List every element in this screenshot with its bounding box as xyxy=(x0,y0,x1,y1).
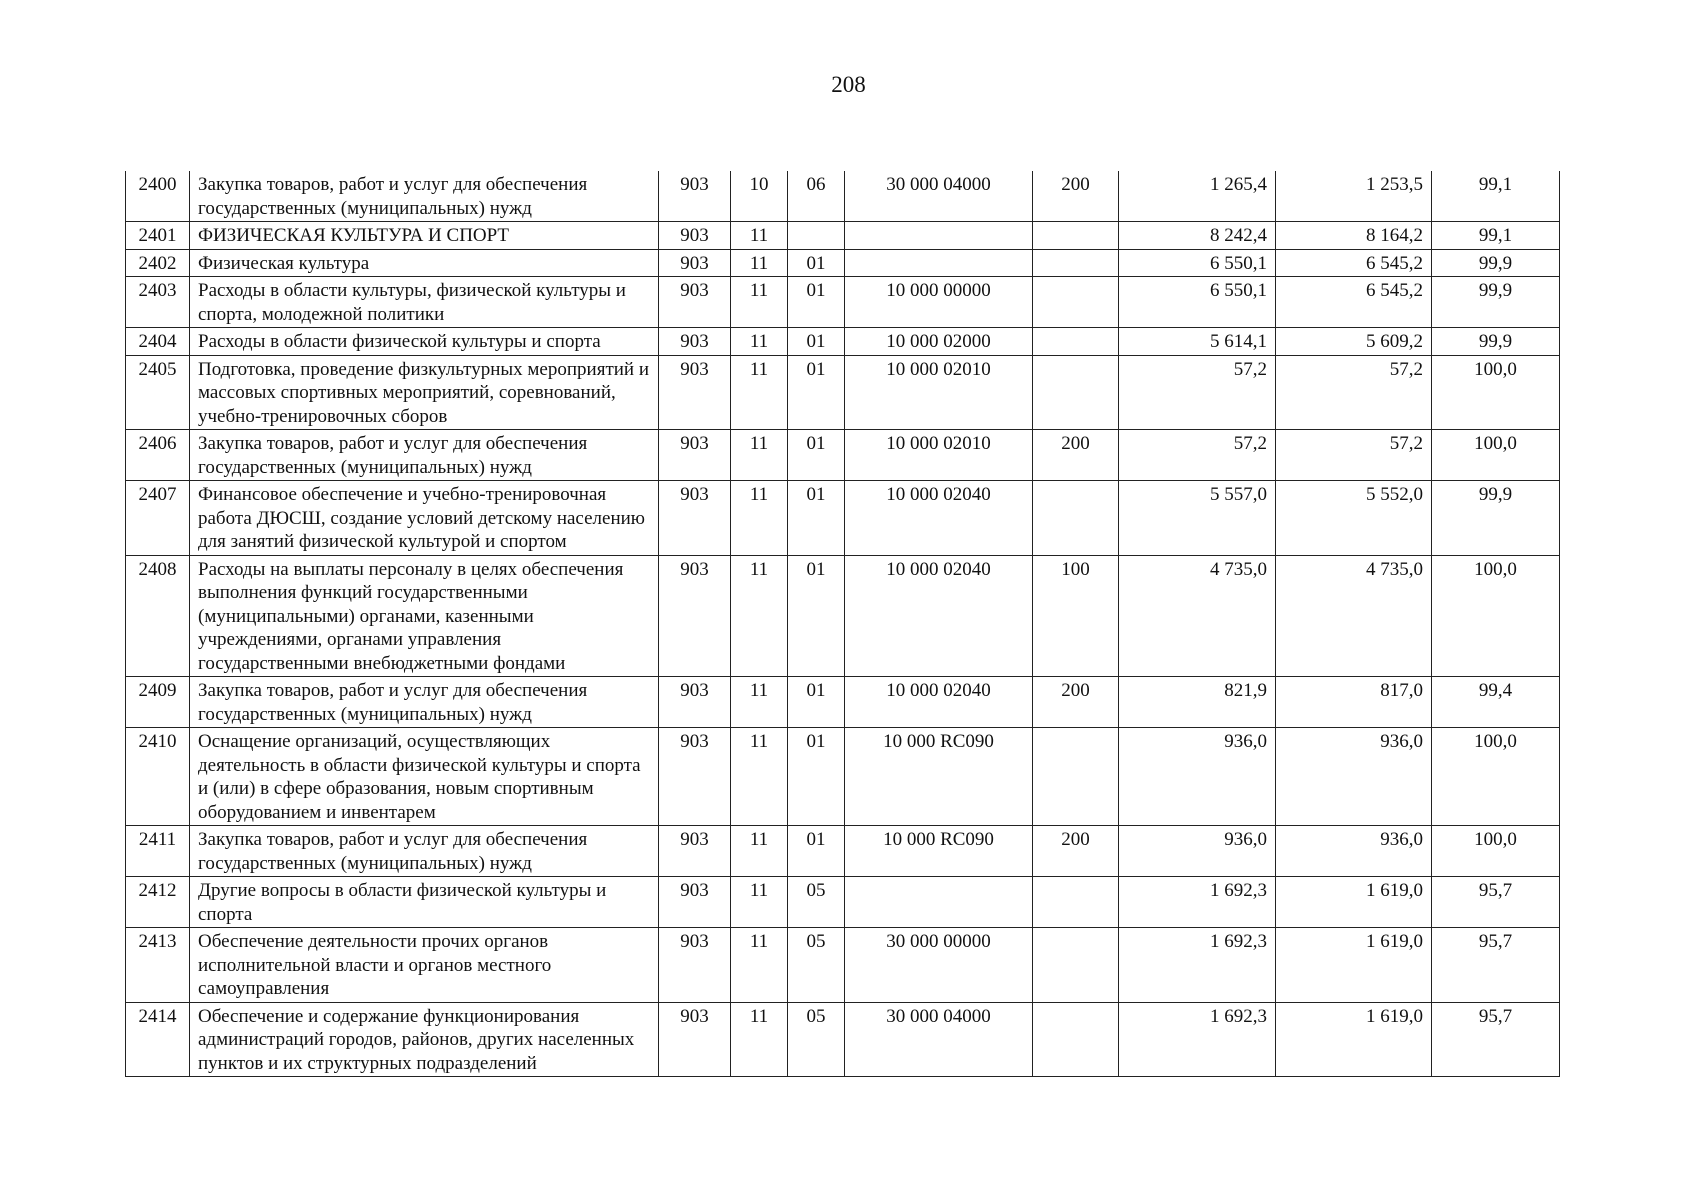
planned-amount-cell: 5 557,0 xyxy=(1119,481,1276,556)
grbs-code-cell: 903 xyxy=(659,430,731,481)
table-row xyxy=(126,481,1560,556)
grbs-code-cell: 903 xyxy=(659,728,731,826)
table-row xyxy=(126,826,1560,877)
section-code-cell: 11 xyxy=(731,355,788,430)
expense-name-cell: Расходы на выплаты персоналу в целях обеспечения выполнения функций государственными (муниципальными) органами, казенными учреждениями, органами управления государственными внебюджетными фондами xyxy=(190,555,659,677)
section-code-cell: 11 xyxy=(731,877,788,928)
expense-name-cell: Расходы в области культуры, физической культуры и спорта, молодежной политики xyxy=(190,277,659,328)
expense-name-cell: Закупка товаров, работ и услуг для обеспечения государственных (муниципальных) нужд xyxy=(190,171,659,222)
subsection-code-cell: 01 xyxy=(788,430,845,481)
grbs-code-cell: 903 xyxy=(659,355,731,430)
expense-type-cell xyxy=(1033,877,1119,928)
expense-name-cell: Финансовое обеспечение и учебно-тренировочная работа ДЮСШ, создание условий детскому населению для занятий физической культурой и спортом xyxy=(190,481,659,556)
executed-amount-cell: 57,2 xyxy=(1276,430,1432,481)
target-article-cell: 10 000 02040 xyxy=(845,481,1033,556)
subsection-code-cell: 01 xyxy=(788,826,845,877)
table-row xyxy=(126,277,1560,328)
subsection-code-cell: 01 xyxy=(788,249,845,277)
grbs-code-cell: 903 xyxy=(659,222,731,250)
subsection-code-cell: 06 xyxy=(788,171,845,222)
row-number-cell: 2408 xyxy=(126,555,190,677)
row-number-cell: 2414 xyxy=(126,1002,190,1077)
execution-percent-cell: 99,9 xyxy=(1432,481,1560,556)
target-article-cell: 10 000 RC090 xyxy=(845,728,1033,826)
executed-amount-cell: 936,0 xyxy=(1276,728,1432,826)
planned-amount-cell: 4 735,0 xyxy=(1119,555,1276,677)
executed-amount-cell: 6 545,2 xyxy=(1276,277,1432,328)
row-number-cell: 2411 xyxy=(126,826,190,877)
grbs-code-cell: 903 xyxy=(659,171,731,222)
expense-type-cell: 200 xyxy=(1033,430,1119,481)
row-number-cell: 2410 xyxy=(126,728,190,826)
execution-percent-cell: 95,7 xyxy=(1432,877,1560,928)
row-number-cell: 2409 xyxy=(126,677,190,728)
table-row xyxy=(126,222,1560,250)
expense-type-cell xyxy=(1033,249,1119,277)
subsection-code-cell: 01 xyxy=(788,677,845,728)
execution-percent-cell: 99,4 xyxy=(1432,677,1560,728)
table-row xyxy=(126,728,1560,826)
expense-type-cell: 100 xyxy=(1033,555,1119,677)
execution-percent-cell: 100,0 xyxy=(1432,826,1560,877)
expense-type-cell xyxy=(1033,328,1119,356)
grbs-code-cell: 903 xyxy=(659,249,731,277)
table-row xyxy=(126,249,1560,277)
executed-amount-cell: 817,0 xyxy=(1276,677,1432,728)
grbs-code-cell: 903 xyxy=(659,555,731,677)
section-code-cell: 11 xyxy=(731,555,788,677)
planned-amount-cell: 8 242,4 xyxy=(1119,222,1276,250)
table-row xyxy=(126,555,1560,677)
execution-percent-cell: 95,7 xyxy=(1432,928,1560,1003)
grbs-code-cell: 903 xyxy=(659,277,731,328)
execution-percent-cell: 100,0 xyxy=(1432,430,1560,481)
expense-type-cell xyxy=(1033,928,1119,1003)
section-code-cell: 11 xyxy=(731,430,788,481)
target-article-cell: 10 000 RC090 xyxy=(845,826,1033,877)
expense-type-cell: 200 xyxy=(1033,677,1119,728)
table-row xyxy=(126,430,1560,481)
expense-name-cell: Другие вопросы в области физической культуры и спорта xyxy=(190,877,659,928)
executed-amount-cell: 57,2 xyxy=(1276,355,1432,430)
execution-percent-cell: 95,7 xyxy=(1432,1002,1560,1077)
expense-type-cell xyxy=(1033,728,1119,826)
expense-name-cell: Закупка товаров, работ и услуг для обеспечения государственных (муниципальных) нужд xyxy=(190,430,659,481)
planned-amount-cell: 821,9 xyxy=(1119,677,1276,728)
expense-type-cell xyxy=(1033,355,1119,430)
row-number-cell: 2412 xyxy=(126,877,190,928)
executed-amount-cell: 8 164,2 xyxy=(1276,222,1432,250)
expense-name-cell: Закупка товаров, работ и услуг для обеспечения государственных (муниципальных) нужд xyxy=(190,677,659,728)
row-number-cell: 2404 xyxy=(126,328,190,356)
planned-amount-cell: 5 614,1 xyxy=(1119,328,1276,356)
expense-type-cell xyxy=(1033,222,1119,250)
table-row xyxy=(126,328,1560,356)
table-row xyxy=(126,877,1560,928)
row-number-cell: 2402 xyxy=(126,249,190,277)
table-body xyxy=(126,171,1560,1077)
executed-amount-cell: 936,0 xyxy=(1276,826,1432,877)
section-code-cell: 11 xyxy=(731,277,788,328)
page-number: 208 xyxy=(831,72,866,97)
target-article-cell xyxy=(845,249,1033,277)
target-article-cell: 10 000 02000 xyxy=(845,328,1033,356)
executed-amount-cell: 5 552,0 xyxy=(1276,481,1432,556)
section-code-cell: 11 xyxy=(731,481,788,556)
target-article-cell: 10 000 02040 xyxy=(845,555,1033,677)
expense-name-cell: Обеспечение деятельности прочих органов исполнительной власти и органов местного самоуправления xyxy=(190,928,659,1003)
subsection-code-cell: 01 xyxy=(788,728,845,826)
expense-type-cell xyxy=(1033,277,1119,328)
expense-name-cell: ФИЗИЧЕСКАЯ КУЛЬТУРА И СПОРТ xyxy=(190,222,659,250)
subsection-code-cell: 01 xyxy=(788,481,845,556)
section-code-cell: 10 xyxy=(731,171,788,222)
section-code-cell: 11 xyxy=(731,728,788,826)
grbs-code-cell: 903 xyxy=(659,481,731,556)
table-row xyxy=(126,677,1560,728)
subsection-code-cell: 05 xyxy=(788,1002,845,1077)
row-number-cell: 2400 xyxy=(126,171,190,222)
row-number-cell: 2406 xyxy=(126,430,190,481)
expense-name-cell: Обеспечение и содержание функционирования администраций городов, районов, других населенных пунктов и их структурных подразделений xyxy=(190,1002,659,1077)
grbs-code-cell: 903 xyxy=(659,328,731,356)
planned-amount-cell: 936,0 xyxy=(1119,826,1276,877)
planned-amount-cell: 1 692,3 xyxy=(1119,928,1276,1003)
row-number-cell: 2401 xyxy=(126,222,190,250)
expense-name-cell: Расходы в области физической культуры и спорта xyxy=(190,328,659,356)
row-number-cell: 2405 xyxy=(126,355,190,430)
row-number-cell: 2413 xyxy=(126,928,190,1003)
target-article-cell: 10 000 02010 xyxy=(845,430,1033,481)
section-code-cell: 11 xyxy=(731,222,788,250)
subsection-code-cell: 05 xyxy=(788,928,845,1003)
target-article-cell xyxy=(845,222,1033,250)
subsection-code-cell: 01 xyxy=(788,277,845,328)
executed-amount-cell: 1 619,0 xyxy=(1276,1002,1432,1077)
section-code-cell: 11 xyxy=(731,928,788,1003)
subsection-code-cell: 01 xyxy=(788,355,845,430)
execution-percent-cell: 100,0 xyxy=(1432,355,1560,430)
row-number-cell: 2407 xyxy=(126,481,190,556)
target-article-cell: 30 000 04000 xyxy=(845,171,1033,222)
target-article-cell xyxy=(845,877,1033,928)
section-code-cell: 11 xyxy=(731,1002,788,1077)
executed-amount-cell: 1 619,0 xyxy=(1276,928,1432,1003)
expense-name-cell: Физическая культура xyxy=(190,249,659,277)
expense-name-cell: Закупка товаров, работ и услуг для обеспечения государственных (муниципальных) нужд xyxy=(190,826,659,877)
planned-amount-cell: 1 692,3 xyxy=(1119,877,1276,928)
execution-percent-cell: 99,9 xyxy=(1432,277,1560,328)
executed-amount-cell: 6 545,2 xyxy=(1276,249,1432,277)
budget-table xyxy=(125,171,1560,1077)
planned-amount-cell: 6 550,1 xyxy=(1119,249,1276,277)
subsection-code-cell xyxy=(788,222,845,250)
target-article-cell: 10 000 00000 xyxy=(845,277,1033,328)
table-row xyxy=(126,171,1560,222)
expense-type-cell: 200 xyxy=(1033,171,1119,222)
expense-name-cell: Оснащение организаций, осуществляющих деятельность в области физической культуры и спорта и (или) в сфере образования, новым спортивным оборудованием и инвентарем xyxy=(190,728,659,826)
grbs-code-cell: 903 xyxy=(659,1002,731,1077)
execution-percent-cell: 99,1 xyxy=(1432,171,1560,222)
expense-type-cell: 200 xyxy=(1033,826,1119,877)
executed-amount-cell: 1 619,0 xyxy=(1276,877,1432,928)
expense-name-cell: Подготовка, проведение физкультурных мероприятий и массовых спортивных мероприятий, соревнований, учебно-тренировочных сборов xyxy=(190,355,659,430)
grbs-code-cell: 903 xyxy=(659,928,731,1003)
target-article-cell: 10 000 02010 xyxy=(845,355,1033,430)
planned-amount-cell: 6 550,1 xyxy=(1119,277,1276,328)
target-article-cell: 30 000 00000 xyxy=(845,928,1033,1003)
table-row xyxy=(126,1002,1560,1077)
section-code-cell: 11 xyxy=(731,249,788,277)
target-article-cell: 30 000 04000 xyxy=(845,1002,1033,1077)
expense-type-cell xyxy=(1033,1002,1119,1077)
execution-percent-cell: 99,9 xyxy=(1432,249,1560,277)
planned-amount-cell: 1 265,4 xyxy=(1119,171,1276,222)
executed-amount-cell: 1 253,5 xyxy=(1276,171,1432,222)
table-row xyxy=(126,355,1560,430)
table-row xyxy=(126,928,1560,1003)
expense-type-cell xyxy=(1033,481,1119,556)
section-code-cell: 11 xyxy=(731,677,788,728)
planned-amount-cell: 1 692,3 xyxy=(1119,1002,1276,1077)
execution-percent-cell: 100,0 xyxy=(1432,555,1560,677)
subsection-code-cell: 01 xyxy=(788,555,845,677)
planned-amount-cell: 57,2 xyxy=(1119,355,1276,430)
subsection-code-cell: 05 xyxy=(788,877,845,928)
executed-amount-cell: 5 609,2 xyxy=(1276,328,1432,356)
grbs-code-cell: 903 xyxy=(659,877,731,928)
section-code-cell: 11 xyxy=(731,328,788,356)
target-article-cell: 10 000 02040 xyxy=(845,677,1033,728)
grbs-code-cell: 903 xyxy=(659,826,731,877)
planned-amount-cell: 936,0 xyxy=(1119,728,1276,826)
grbs-code-cell: 903 xyxy=(659,677,731,728)
subsection-code-cell: 01 xyxy=(788,328,845,356)
planned-amount-cell: 57,2 xyxy=(1119,430,1276,481)
execution-percent-cell: 99,9 xyxy=(1432,328,1560,356)
executed-amount-cell: 4 735,0 xyxy=(1276,555,1432,677)
execution-percent-cell: 100,0 xyxy=(1432,728,1560,826)
execution-percent-cell: 99,1 xyxy=(1432,222,1560,250)
row-number-cell: 2403 xyxy=(126,277,190,328)
section-code-cell: 11 xyxy=(731,826,788,877)
